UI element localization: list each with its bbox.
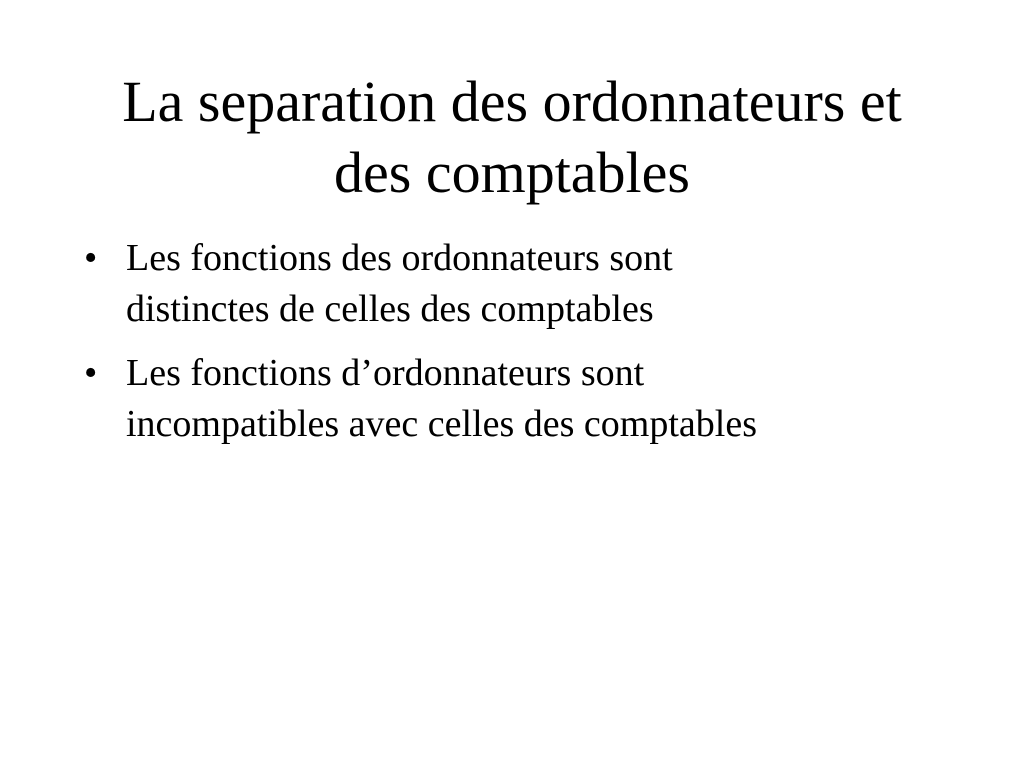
bullet-item [84, 233, 964, 335]
slide-title-line-2: des comptables [334, 140, 690, 205]
bullet-text-line-1: Les fonctions d’ordonnateurs sont [126, 352, 645, 394]
bullet-item [84, 348, 964, 450]
bullet-marker: • [84, 237, 98, 279]
bullet-text-line-2: distinctes de celles des comptables [126, 288, 654, 330]
bullet-text-line-1: Les fonctions des ordonnateurs sont [126, 237, 673, 279]
slide-title-line-1: La separation des ordonnateurs et [122, 69, 902, 134]
bullet-marker: • [84, 352, 98, 394]
bullet-list [84, 233, 964, 463]
bullet-text-line-2: incompatibles avec celles des comptables [126, 403, 757, 445]
slide-title [60, 66, 964, 208]
